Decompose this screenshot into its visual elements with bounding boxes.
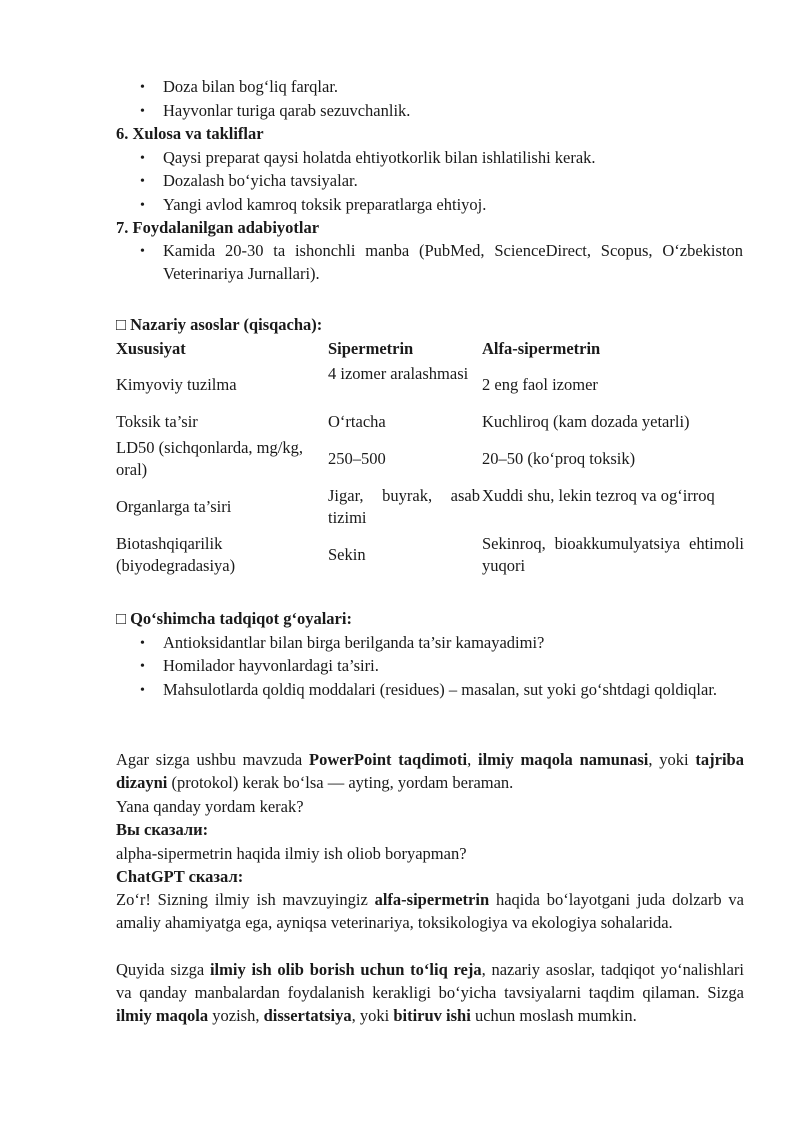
text-run-bold: PowerPoint taqdimoti	[309, 750, 468, 769]
text-run-bold: bitiruv ishi	[393, 1006, 471, 1025]
section-7-heading: 7. Foydalanilgan adabiyotlar	[116, 218, 320, 237]
table-cell: Kuchliroq (kam dozada yetarli)	[482, 412, 690, 431]
table-cell: Sekin	[328, 545, 366, 564]
table-cell: LD50 (sichqonlarda, mg/kg, oral)	[116, 438, 303, 479]
table-cell: 20–50 (ko‘proq toksik)	[482, 449, 636, 468]
user-label: Вы сказали:	[116, 820, 209, 839]
text-run-bold: ilmiy maqola namunasi	[477, 750, 649, 769]
text-run: (protokol) kerak bo‘lsa — ayting, yordam beraman.	[167, 773, 514, 792]
text-run-bold: dissertatsiya	[263, 1006, 352, 1025]
table-header-cell: Xususiyat	[116, 339, 186, 358]
text-run: Agar sizga ushbu mavzuda	[116, 750, 310, 769]
box-icon: □	[116, 609, 126, 628]
extra-heading	[116, 607, 352, 630]
table-cell: Organlarga ta’siri	[116, 497, 232, 516]
list-item: • Mahsulotlarda qoldiq moddalari (residues) – masalan, sut yoki go‘shtdagi qoldiqlar.	[163, 678, 743, 701]
text-run: uchun moslash mumkin.	[470, 1006, 637, 1025]
text-run: ,	[467, 750, 478, 769]
text-run-bold: ilmiy maqola	[116, 1006, 209, 1025]
table-cell: Kimyoviy tuzilma	[116, 375, 237, 394]
table-cell: Biotashqiqarilik (biyodegradasiya)	[116, 534, 236, 575]
text-run-bold: alfa-sipermetrin	[374, 890, 490, 909]
offer-paragraph	[116, 748, 744, 794]
list-item: • Dozalash bo‘yicha tavsiyalar.	[163, 169, 743, 192]
list-item: • Kamida 20-30 ta ishonchli manba (PubMed, ScienceDirect, Scopus, O‘zbekiston Veterinariya Jurnallari).	[163, 239, 743, 285]
section-6-heading: 6. Xulosa va takliflar	[116, 124, 264, 143]
text-run: haqida bo‘layotgani juda dolzarb va amaliy ahamiyatga ega, ayniqsa veterinariya, toksikologiya va ekologiya sohalarida.	[116, 890, 744, 932]
list-item: • Hayvonlar turiga qarab sezuvchanlik.	[163, 99, 743, 122]
text-run-bold: tajriba dizayni	[116, 750, 744, 792]
list-item: • Homilador hayvonlardagi ta’siri.	[163, 654, 743, 677]
table-header-cell: Alfa-sipermetrin	[482, 339, 601, 358]
offer-question: Yana qanday yordam kerak?	[116, 797, 304, 816]
user-message: alpha-sipermetrin haqida ilmiy ish oliob boryapman?	[116, 844, 467, 863]
text-run: , yoki	[648, 750, 696, 769]
table-header-cell: Sipermetrin	[328, 339, 414, 358]
table-cell: 4 izomer aralashmasi	[328, 364, 469, 383]
list-item: • Antioksidantlar bilan birga berilganda ta’sir kamayadimi?	[163, 631, 743, 654]
text-run: , nazariy asoslar, tadqiqot yo‘nalishlari va qanday manbalardan foydalanish kerakligi bo‘yicha tavsiyalarni taqdim qilaman. Sizga	[116, 960, 744, 1002]
assistant-paragraph-1	[116, 888, 744, 934]
theory-heading	[116, 313, 322, 336]
table-cell: O‘rtacha	[328, 412, 386, 431]
table-cell: 250–500	[328, 449, 386, 468]
table-cell: Sekinroq, bioakkumulyatsiya ehtimoli yuqori	[482, 534, 744, 575]
table-cell: Xuddi shu, lekin tezroq va og‘irroq	[482, 486, 715, 505]
text-run: Zo‘r! Sizning ilmiy ish mavzuyingiz	[116, 890, 375, 909]
list-item: • Yangi avlod kamroq toksik preparatlarga ehtiyoj.	[163, 193, 743, 216]
table-cell: Jigar, buyrak, asab tizimi	[328, 486, 480, 527]
theory-heading-text: Nazariy asoslar (qisqacha):	[130, 315, 323, 334]
assistant-label: ChatGPT сказал:	[116, 867, 244, 886]
list-item: • Doza bilan bog‘liq farqlar.	[163, 75, 743, 98]
text-run-bold: ilmiy ish olib borish uchun to‘liq reja	[209, 960, 482, 979]
table-cell: 2 eng faol izomer	[482, 375, 598, 394]
box-icon: □	[116, 315, 126, 334]
extra-heading-text: Qo‘shimcha tadqiqot g‘oyalari:	[130, 609, 352, 628]
list-item: • Qaysi preparat qaysi holatda ehtiyotkorlik bilan ishlatilishi kerak.	[163, 146, 743, 169]
table-cell: Toksik ta’sir	[116, 412, 198, 431]
text-run: , yoki	[351, 1006, 394, 1025]
assistant-paragraph-2	[116, 958, 744, 1027]
text-run: yozish,	[208, 1006, 264, 1025]
text-run: Quyida sizga	[116, 960, 210, 979]
